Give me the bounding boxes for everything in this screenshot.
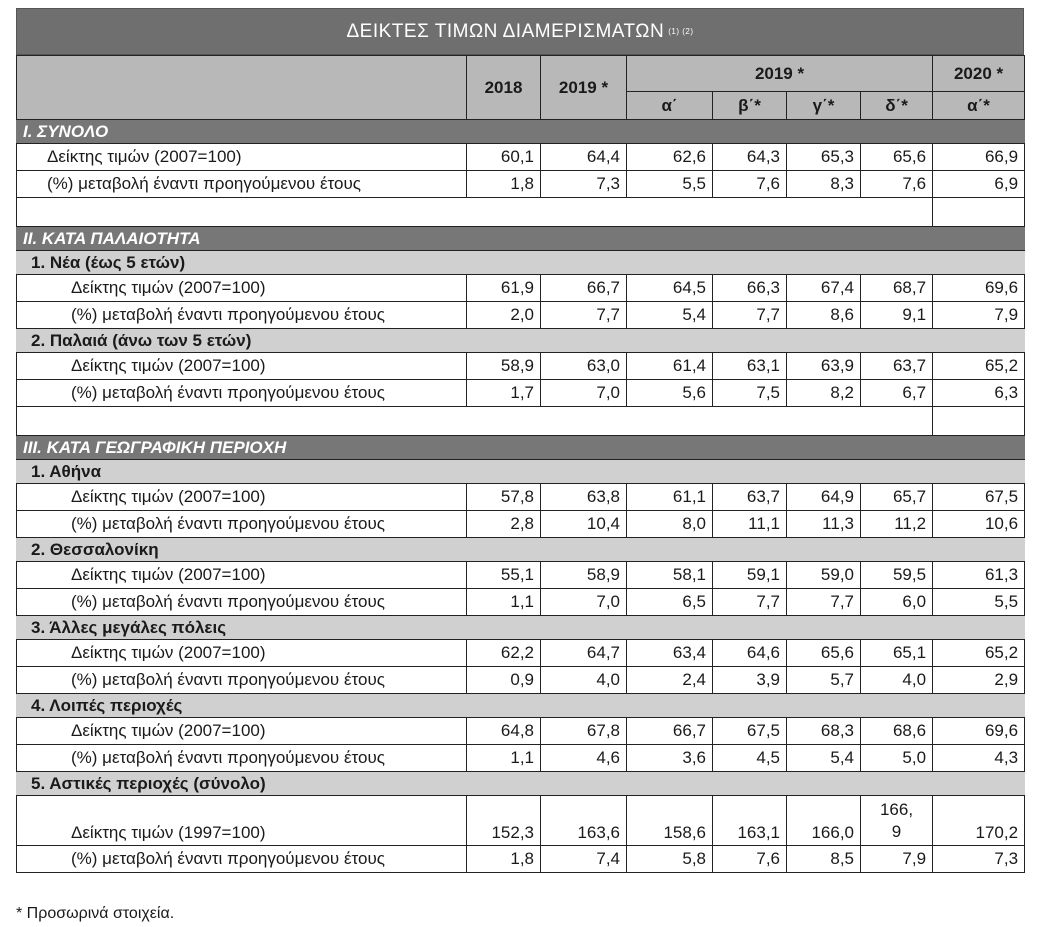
cell: 5,0: [861, 745, 933, 772]
header-2020: 2020 *: [933, 56, 1025, 92]
cell: 1,8: [467, 171, 541, 198]
header-q-a-2020: α΄*: [933, 92, 1025, 120]
cell: 6,5: [627, 589, 713, 616]
cell: 65,2: [933, 353, 1025, 380]
section-header: [17, 227, 1025, 251]
cell: 2,0: [467, 302, 541, 329]
cell: 170,2: [933, 796, 1025, 846]
table-row: [17, 275, 1025, 302]
row-label: Δείκτης τιμών (2007=100): [17, 640, 467, 667]
cell: 64,7: [541, 640, 627, 667]
cell: 1,1: [467, 589, 541, 616]
header-q-d: δ΄*: [861, 92, 933, 120]
cell: 67,4: [787, 275, 861, 302]
cell: 66,7: [627, 718, 713, 745]
table-row: [17, 796, 1025, 846]
table-row: [17, 589, 1025, 616]
section-title: II. ΚΑΤΑ ΠΑΛΑΙΟΤΗΤΑ: [17, 227, 1025, 251]
cell: 68,3: [787, 718, 861, 745]
cell: 7,9: [861, 846, 933, 873]
subsection-header: [17, 329, 1025, 353]
cell: 4,0: [541, 667, 627, 694]
cell: 61,9: [467, 275, 541, 302]
cell: 7,0: [541, 589, 627, 616]
cell: 60,1: [467, 144, 541, 171]
spacer-cell: [17, 407, 933, 436]
cell: 152,3: [467, 796, 541, 846]
cell: 64,3: [713, 144, 787, 171]
cell: 7,4: [541, 846, 627, 873]
cell: 5,4: [787, 745, 861, 772]
cell: 7,7: [713, 589, 787, 616]
row-label: (%) μεταβολή έναντι προηγούμενου έτους: [17, 589, 467, 616]
cell: 64,6: [713, 640, 787, 667]
cell: 8,6: [787, 302, 861, 329]
spacer-cell: [17, 198, 933, 227]
subsection-title: 2. Παλαιά (άνω των 5 ετών): [17, 329, 1025, 353]
subsection-title: 2. Θεσσαλονίκη: [17, 538, 1025, 562]
cell: 1,8: [467, 846, 541, 873]
row-label: (%) μεταβολή έναντι προηγούμενου έτους: [17, 171, 467, 198]
table-row: [17, 511, 1025, 538]
table-row: [17, 745, 1025, 772]
section-header: [17, 436, 1025, 460]
row-label: (%) μεταβολή έναντι προηγούμενου έτους: [17, 511, 467, 538]
price-index-document: [16, 8, 1024, 873]
subsection-title: 3. Άλλες μεγάλες πόλεις: [17, 616, 1025, 640]
subsection-header: [17, 694, 1025, 718]
cell: 5,7: [787, 667, 861, 694]
cell: 8,5: [787, 846, 861, 873]
cell: 6,9: [933, 171, 1025, 198]
row-label: (%) μεταβολή έναντι προηγούμενου έτους: [17, 667, 467, 694]
cell-line-2: 9: [891, 822, 902, 841]
cell: 7,6: [713, 171, 787, 198]
header-q-c: γ΄*: [787, 92, 861, 120]
subsection-header: [17, 538, 1025, 562]
cell: 7,9: [933, 302, 1025, 329]
price-index-table: [16, 55, 1025, 873]
table-row: [17, 484, 1025, 511]
cell: 59,5: [861, 562, 933, 589]
cell: 11,2: [861, 511, 933, 538]
cell: 4,0: [861, 667, 933, 694]
cell: 8,0: [627, 511, 713, 538]
cell: 7,3: [541, 171, 627, 198]
subsection-header: [17, 251, 1025, 275]
header-2019-quarters: 2019 *: [627, 56, 933, 92]
cell: 62,2: [467, 640, 541, 667]
cell: 64,4: [541, 144, 627, 171]
table-row: [17, 353, 1025, 380]
cell: 61,4: [627, 353, 713, 380]
cell: 9,1: [861, 302, 933, 329]
cell: 5,5: [627, 171, 713, 198]
spacer-row: [17, 198, 1025, 227]
cell: 58,9: [467, 353, 541, 380]
row-label: Δείκτης τιμών (1997=100): [17, 796, 467, 846]
cell: 4,5: [713, 745, 787, 772]
cell: 6,3: [933, 380, 1025, 407]
section-title: I. ΣΥΝΟΛΟ: [17, 120, 1025, 144]
cell: 61,1: [627, 484, 713, 511]
cell: 66,7: [541, 275, 627, 302]
table-row: [17, 380, 1025, 407]
cell: 11,1: [713, 511, 787, 538]
subsection-header: [17, 460, 1025, 484]
row-label: Δείκτης τιμών (2007=100): [17, 275, 467, 302]
section-header: [17, 120, 1025, 144]
table-row: [17, 718, 1025, 745]
cell: 1,1: [467, 745, 541, 772]
row-label: (%) μεταβολή έναντι προηγούμενου έτους: [17, 302, 467, 329]
cell: 7,7: [541, 302, 627, 329]
cell: 10,6: [933, 511, 1025, 538]
cell: 64,8: [467, 718, 541, 745]
cell: 5,6: [627, 380, 713, 407]
row-label: (%) μεταβολή έναντι προηγούμενου έτους: [17, 745, 467, 772]
cell: 5,5: [933, 589, 1025, 616]
section-title: III. ΚΑΤΑ ΓΕΩΓΡΑΦΙΚΗ ΠΕΡΙΟΧΗ: [17, 436, 1025, 460]
table-row: [17, 171, 1025, 198]
cell: 7,6: [713, 846, 787, 873]
cell: 63,7: [713, 484, 787, 511]
cell-wrapped: [861, 796, 933, 846]
subsection-header: [17, 616, 1025, 640]
cell: 65,3: [787, 144, 861, 171]
cell: 63,4: [627, 640, 713, 667]
row-label: Δείκτης τιμών (2007=100): [17, 353, 467, 380]
row-label: Δείκτης τιμών (2007=100): [17, 718, 467, 745]
cell: 5,8: [627, 846, 713, 873]
subsection-title: 4. Λοιπές περιοχές: [17, 694, 1025, 718]
cell: 7,7: [713, 302, 787, 329]
cell: 7,3: [933, 846, 1025, 873]
cell: 2,8: [467, 511, 541, 538]
title-footnote-marks: (1) (2): [668, 27, 694, 36]
cell: 67,8: [541, 718, 627, 745]
cell: 64,9: [787, 484, 861, 511]
subsection-header: [17, 772, 1025, 796]
cell: 4,3: [933, 745, 1025, 772]
table-title-bar: [16, 8, 1024, 55]
cell: 6,7: [861, 380, 933, 407]
cell: 62,6: [627, 144, 713, 171]
header-q-b: β΄*: [713, 92, 787, 120]
header-2018: 2018: [467, 56, 541, 120]
cell: 7,7: [787, 589, 861, 616]
cell: 10,4: [541, 511, 627, 538]
cell: 4,6: [541, 745, 627, 772]
cell: 2,9: [933, 667, 1025, 694]
cell: 59,0: [787, 562, 861, 589]
cell: 63,1: [713, 353, 787, 380]
cell: 63,9: [787, 353, 861, 380]
table-row: [17, 562, 1025, 589]
spacer-cell: [933, 407, 1025, 436]
cell: 166,0: [787, 796, 861, 846]
subsection-title: 1. Αθήνα: [17, 460, 1025, 484]
subsection-title: 1. Νέα (έως 5 ετών): [17, 251, 1025, 275]
cell: 66,3: [713, 275, 787, 302]
table-row: [17, 667, 1025, 694]
cell: 7,0: [541, 380, 627, 407]
spacer-row: [17, 407, 1025, 436]
cell: 69,6: [933, 718, 1025, 745]
row-label: (%) μεταβολή έναντι προηγούμενου έτους: [17, 380, 467, 407]
cell: 65,7: [861, 484, 933, 511]
cell: 8,3: [787, 171, 861, 198]
cell: 3,6: [627, 745, 713, 772]
header-2019-annual: 2019 *: [541, 56, 627, 120]
cell-line-1: 166,: [879, 800, 914, 819]
cell: 65,6: [787, 640, 861, 667]
cell: 6,0: [861, 589, 933, 616]
footnote: * Προσωρινά στοιχεία.: [16, 905, 175, 922]
cell: 158,6: [627, 796, 713, 846]
table-row: [17, 846, 1025, 873]
row-label: Δείκτης τιμών (2007=100): [17, 144, 467, 171]
header-q-a: α΄: [627, 92, 713, 120]
row-label: (%) μεταβολή έναντι προηγούμενου έτους: [17, 846, 467, 873]
table-row: [17, 302, 1025, 329]
cell: 5,4: [627, 302, 713, 329]
cell: 61,3: [933, 562, 1025, 589]
cell: 66,9: [933, 144, 1025, 171]
cell: 67,5: [933, 484, 1025, 511]
table-row: [17, 640, 1025, 667]
cell: 63,0: [541, 353, 627, 380]
cell: 7,6: [861, 171, 933, 198]
header-label-cell: [17, 56, 467, 120]
cell: 64,5: [627, 275, 713, 302]
cell: 2,4: [627, 667, 713, 694]
subsection-title: 5. Αστικές περιοχές (σύνολο): [17, 772, 1025, 796]
cell: 0,9: [467, 667, 541, 694]
table-title: ΔΕΙΚΤΕΣ ΤΙΜΩΝ ΔΙΑΜΕΡΙΣΜΑΤΩΝ: [346, 20, 665, 42]
cell: 57,8: [467, 484, 541, 511]
row-label: Δείκτης τιμών (2007=100): [17, 484, 467, 511]
cell: 68,7: [861, 275, 933, 302]
cell: 58,9: [541, 562, 627, 589]
cell: 67,5: [713, 718, 787, 745]
cell: 11,3: [787, 511, 861, 538]
cell: 7,5: [713, 380, 787, 407]
cell: 58,1: [627, 562, 713, 589]
cell: 68,6: [861, 718, 933, 745]
cell: 69,6: [933, 275, 1025, 302]
cell: 163,1: [713, 796, 787, 846]
spacer-cell: [933, 198, 1025, 227]
cell: 59,1: [713, 562, 787, 589]
cell: 65,6: [861, 144, 933, 171]
cell: 163,6: [541, 796, 627, 846]
cell: 65,2: [933, 640, 1025, 667]
cell: 65,1: [861, 640, 933, 667]
row-label: Δείκτης τιμών (2007=100): [17, 562, 467, 589]
cell: 8,2: [787, 380, 861, 407]
cell: 55,1: [467, 562, 541, 589]
header-row-1: [17, 56, 1025, 92]
table-row: [17, 144, 1025, 171]
cell: 3,9: [713, 667, 787, 694]
cell: 1,7: [467, 380, 541, 407]
cell: 63,8: [541, 484, 627, 511]
cell: 63,7: [861, 353, 933, 380]
